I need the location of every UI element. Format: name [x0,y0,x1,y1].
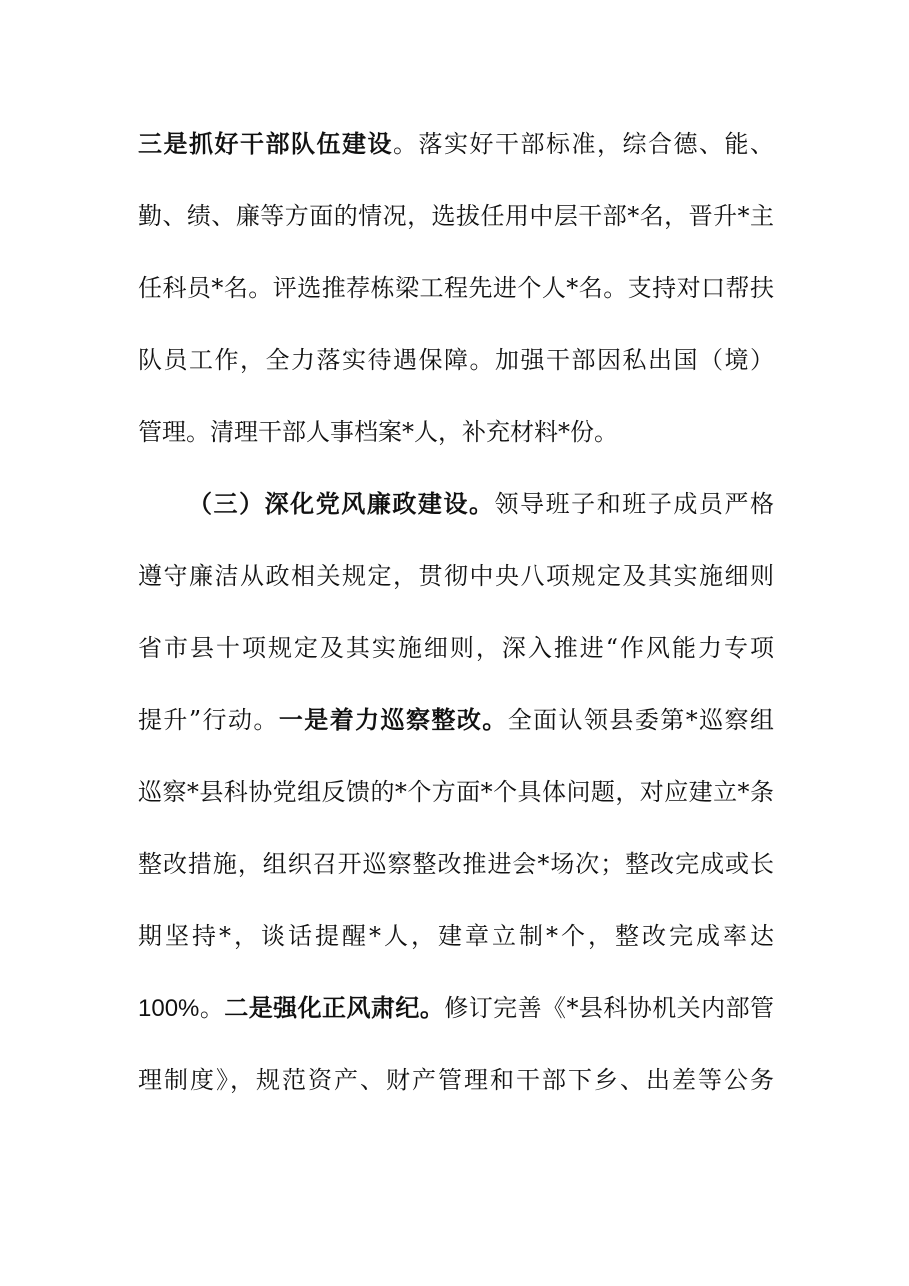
paragraph-line-10 [138,772,774,812]
paragraph-line-5 [138,412,774,452]
paragraph-line-12 [138,916,774,956]
line-text: 任科员*名。评选推荐栋梁工程先进个人*名。支持对口帮扶 [138,274,774,302]
line-text: 100%。 [138,995,225,1022]
paragraph-line-4 [138,340,774,380]
paragraph-line-1 [138,124,774,164]
line-text: 管理。清理干部人事档案*人，补充材料*份。 [138,418,618,446]
line-text: 巡察*县科协党组反馈的*个方面*个具体问题，对应建立*条 [138,778,774,806]
paragraph-line-14 [138,1060,774,1100]
paragraph-line-8 [138,628,774,668]
section-heading: （三）深化党风廉政建设。 [188,490,495,518]
line-text: 领导班子和班子成员严格 [494,490,775,518]
paragraph-line-3 [138,268,774,308]
line-text: 修订完善《*县科协机关内部管 [444,994,775,1022]
line-text: 提升”行动。 [138,706,279,734]
line-text: 遵守廉洁从政相关规定，贯彻中央八项规定及其实施细则 [138,562,774,590]
line-text: 期坚持*，谈话提醒*人，建章立制*个，整改完成率达 [138,922,774,950]
emphasis-heading: 二是强化正风肃纪。 [224,994,445,1022]
emphasis-heading: 一是着力巡察整改。 [278,706,508,734]
line-text: 整改措施，组织召开巡察整改推进会*场次；整改完成或长 [138,850,774,878]
paragraph-line-13 [138,988,774,1028]
paragraph-line-2 [138,196,774,236]
emphasis-heading: 三是抓好干部队伍建设 [138,130,393,158]
line-text: 全面认领县委第*巡察组 [507,706,774,734]
line-text: 队员工作，全力落实待遇保障。加强干部因私出国（境） [138,346,774,374]
line-text: 理制度》，规范资产、财产管理和干部下乡、出差等公务 [138,1066,774,1094]
paragraph-line-9 [138,700,774,740]
paragraph-line-7 [138,556,774,596]
section-heading-line [188,484,774,524]
line-text: 。落实好干部标准，综合德、能、 [393,130,774,158]
line-text: 省市县十项规定及其实施细则，深入推进“作风能力专项 [138,634,774,662]
paragraph-line-11 [138,844,774,884]
line-text: 勤、绩、廉等方面的情况，选拔任用中层干部*名，晋升*主 [138,202,774,230]
